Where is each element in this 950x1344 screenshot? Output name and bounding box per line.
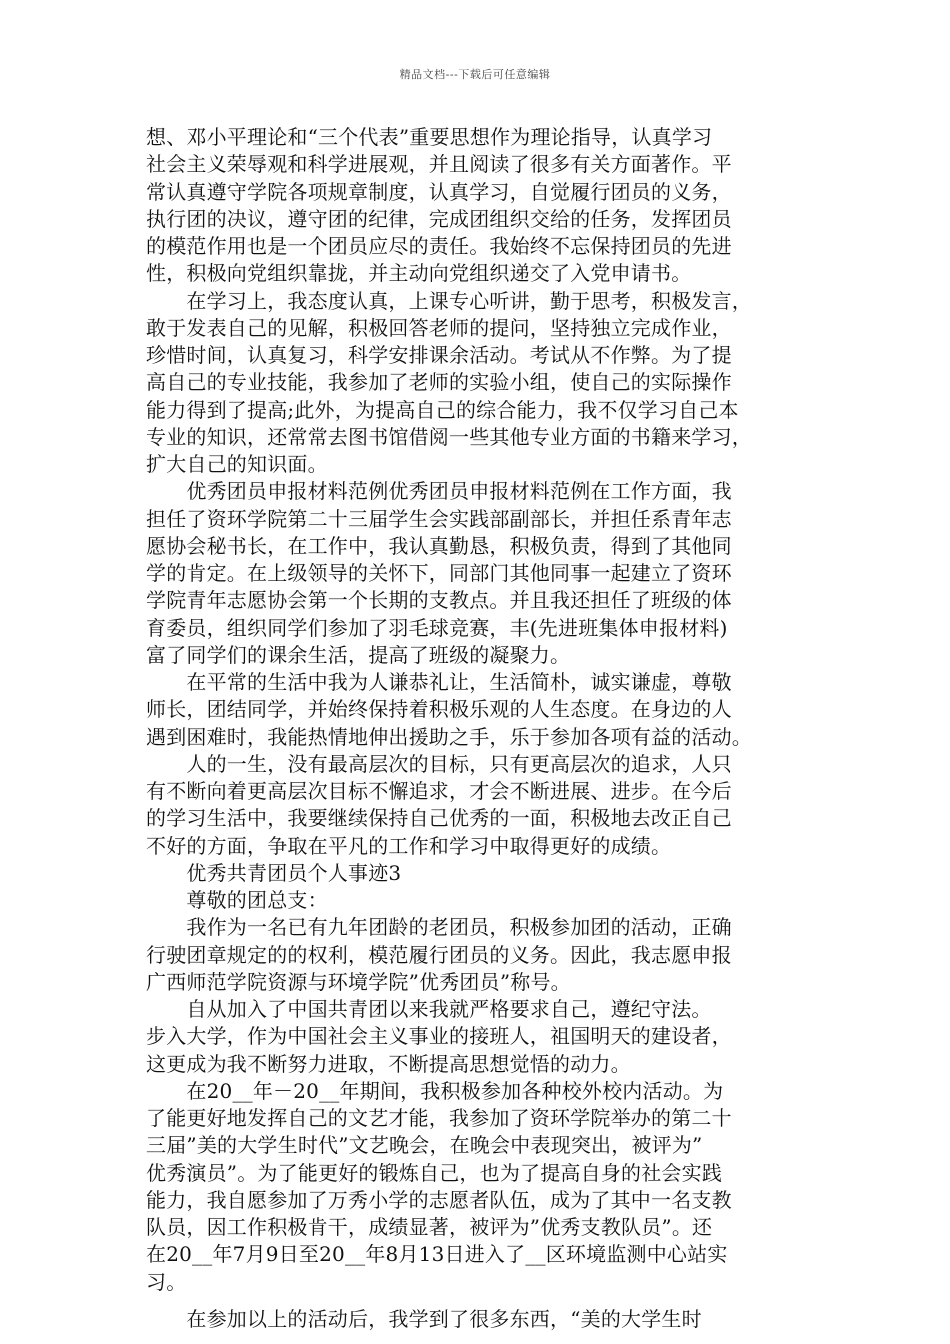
text-line: 在参加以上的活动后，我学到了很多东西，“美的大学生时 bbox=[146, 1306, 702, 1331]
text-line: 有不断向着更高层次目标不懈追求，才会不断进展、进步。在今后 bbox=[146, 779, 732, 803]
text-line: 不好的方面，争取在平凡的工作和学习中取得更好的成绩。 bbox=[146, 833, 672, 858]
text-line: 这更成为我不断努力进取，不断提高思想觉悟的动力。 bbox=[146, 1051, 631, 1076]
text-line: 愿协会秘书长，在工作中，我认真勤恳，积极负责，得到了其他同 bbox=[146, 533, 732, 558]
text-line: 人的一生，没有最高层次的目标，只有更高层次的追求，人只 bbox=[146, 751, 732, 776]
text-line: 优秀演员”。为了能更好的锻炼自己，也为了提高自身的社会实践 bbox=[146, 1160, 723, 1185]
text-line: 在20__年7月9日至20__年8月13日进入了__区环境监测中心站实 bbox=[146, 1242, 728, 1267]
text-line: 了能更好地发挥自己的文艺才能，我参加了资环学院举办的第二十 bbox=[146, 1106, 732, 1130]
section-heading: 优秀共青团员个人事迹3 bbox=[146, 860, 402, 885]
text-line: 我作为一名已有九年团龄的老团员，积极参加团的活动，正确 bbox=[146, 915, 732, 940]
text-line: 专业的知识，还常常去图书馆借阅一些其他专业方面的书籍来学习， bbox=[146, 424, 752, 449]
text-line: 育委员，组织同学们参加了羽毛球竞赛，丰(先进班集体申报材料) bbox=[146, 615, 728, 640]
text-line: 珍惜时间，认真复习，科学安排课余活动。考试从不作弊。为了提 bbox=[146, 343, 732, 367]
text-line: 担任了资环学院第二十三届学生会实践部副部长，并担任系青年志 bbox=[146, 506, 732, 531]
text-line: 步入大学，作为中国社会主义事业的接班人，祖国明天的建设者， bbox=[146, 1024, 732, 1049]
text-line: 自从加入了中国共青团以来我就严格要求自己，遵纪守法。 bbox=[146, 997, 712, 1021]
text-line: 在平常的生活中我为人谦恭礼让，生活简朴，诚实谦虚，尊敬 bbox=[146, 670, 732, 694]
paragraph-gap bbox=[146, 1296, 806, 1306]
text-line: 常认真遵守学院各项规章制度，认真学习，自觉履行团员的义务， bbox=[146, 179, 732, 204]
text-line: 行驶团章规定的的权利，模范履行团员的义务。因此，我志愿申报 bbox=[146, 942, 732, 967]
text-line: 性，积极向党组织靠拢，并主动向党组织递交了入党申请书。 bbox=[146, 261, 692, 286]
page-header: 精品文档---下载后可任意编辑 bbox=[399, 68, 551, 81]
text-line: 师长，团结同学，并始终保持着积极乐观的人生态度。在身边的人 bbox=[146, 697, 732, 722]
text-line: 在20__年－20__年期间，我积极参加各种校外校内活动。为 bbox=[146, 1078, 724, 1103]
text-line: 广西师范学院资源与环境学院”优秀团员”称号。 bbox=[146, 969, 571, 994]
text-line: 优秀团员申报材料范例优秀团员申报材料范例在工作方面，我 bbox=[146, 479, 732, 504]
text-line: 队员，因工作积极肯干，成绩显著，被评为”优秀支教队员”。还 bbox=[146, 1215, 713, 1239]
salutation: 尊敬的团总支： bbox=[146, 888, 328, 912]
text-line: 学院青年志愿协会第一个长期的支教点。并且我还担任了班级的体 bbox=[146, 588, 732, 613]
text-line: 社会主义荣辱观和科学进展观，并且阅读了很多有关方面著作。平 bbox=[146, 152, 732, 177]
text-line: 在学习上，我态度认真，上课专心听讲，勤于思考，积极发言， bbox=[146, 288, 752, 313]
text-line: 富了同学们的课余生活，提高了班级的凝聚力。 bbox=[146, 642, 571, 667]
text-line: 三届”美的大学生时代”文艺晚会，在晚会中表现突出，被评为” bbox=[146, 1133, 703, 1158]
text-line: 扩大自己的知识面。 bbox=[146, 452, 328, 476]
text-line: 遇到困难时，我能热情地伸出援助之手，乐于参加各项有益的活动。 bbox=[146, 724, 752, 749]
text-line: 习。 bbox=[146, 1269, 187, 1294]
text-line: 的学习生活中，我要继续保持自己优秀的一面，积极地去改正自己 bbox=[146, 806, 732, 831]
text-line: 能力得到了提高;此外，为提高自己的综合能力，我不仅学习自己本 bbox=[146, 397, 739, 422]
text-line: 执行团的决议，遵守团的纪律，完成团组织交给的任务，发挥团员 bbox=[146, 206, 732, 231]
document-body bbox=[146, 124, 806, 1333]
text-line: 想、邓小平理论和“三个代表”重要思想作为理论指导，认真学习 bbox=[146, 125, 713, 149]
text-line: 学的肯定。在上级领导的关怀下，同部门其他同事一起建立了资环 bbox=[146, 561, 732, 585]
text-line: 能力，我自愿参加了万秀小学的志愿者队伍，成为了其中一名支教 bbox=[146, 1187, 732, 1212]
text-line: 的模范作用也是一个团员应尽的责任。我始终不忘保持团员的先进 bbox=[146, 234, 732, 258]
text-line: 高自己的专业技能，我参加了老师的实验小组，使自己的实际操作 bbox=[146, 370, 732, 395]
text-line: 敢于发表自己的见解，积极回答老师的提问，坚持独立完成作业， bbox=[146, 315, 732, 340]
